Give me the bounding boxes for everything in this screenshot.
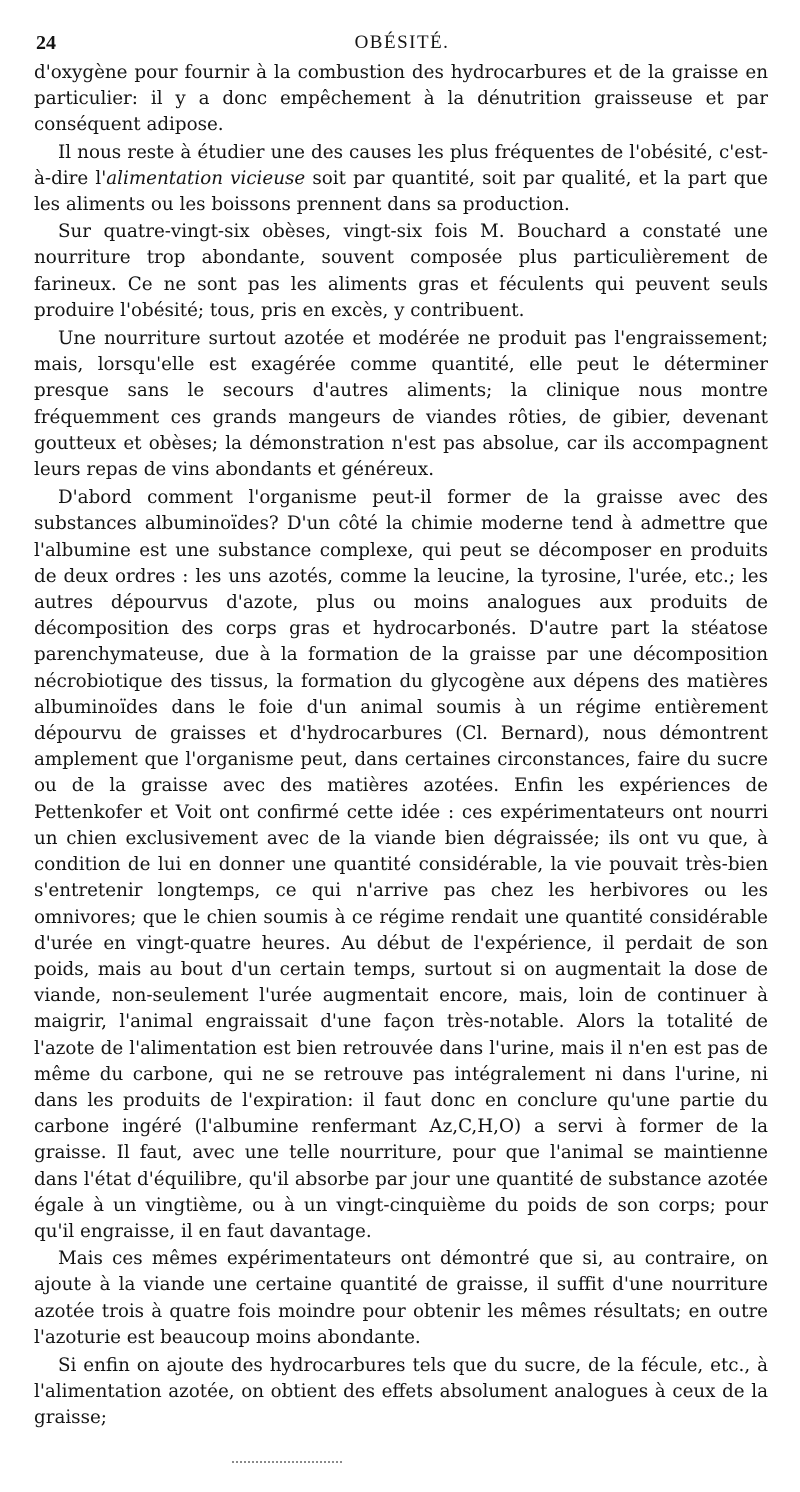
paragraph-text: Sur quatre-vingt-six obèses, vingt-six fois M. Bouchard a constaté une nourriture trop abondante, souvent composée plus particulièrement de farineux. Ce ne sont pas les aliments gras et féculents qui peuvent seuls produire l'obésité; tous, pris en excès, y contribuent.: [34, 221, 768, 321]
paragraph: [34, 326, 768, 483]
paragraph-text: Si enfin on ajoute des hydrocarbures tels que du sucre, de la fécule, etc., à l'alimentation azotée, on obtient des effets absolument analogues à ceux de la graisse;: [34, 1354, 768, 1429]
paragraph: [34, 140, 768, 219]
footer-rule: [232, 1461, 342, 1463]
running-title: OBÉSITÉ.: [354, 32, 450, 53]
paragraph: [34, 485, 768, 1245]
page-header: [36, 32, 768, 58]
paragraph: [34, 1353, 768, 1432]
paragraph-text: soit par quantité, soit par qualité, et la part que les aliments ou les boissons prennent dans sa production.: [34, 167, 768, 216]
paragraph: [34, 219, 768, 324]
body-text: [34, 60, 768, 1432]
paragraph-text: D'abord comment l'organisme peut-il former de la graisse avec des substances albuminoïdes? D'un côté la chimie moderne tend à admettre que l'albumine est une substance complexe, qui peut se décomposer en produits de deux ordres : les uns azotés, comme la leucine, la tyrosine, l'urée, etc.; les autres dépourvus d'azote, plus ou moins analogues aux produits de décomposition des corps gras et hydrocarbonés. D'autre part la stéatose parenchymateuse, due à la formation de la graisse par une décomposition nécrobiotique des tissus, la formation du glycogène aux dépens des matières albuminoïdes dans le foie d'un animal soumis à un régime entièrement dépourvu de graisses et d'hydrocarbures (Cl. Bernard), nous démontrent amplement que l'organisme peut, dans certaines circonstances, faire du sucre ou de la graisse avec des matières azotées. Enfin les expériences de Pettenkofer et Voit ont confirmé cette idée : ces expérimentateurs ont nourri un chien exclusivement avec de la viande bien dégraissée; ils ont vu que, à condition de lui en donner une quantité considérable, la vie pouvait très-bien s'entretenir longtemps, ce qui n'arrive pas chez les herbivores ou les omnivores; que le chien soumis à ce régime rendait une quantité considérable d'urée en vingt-quatre heures. Au début de l'expérience, il perdait de son poids, mais au bout d'un certain temps, surtout si on augmentait la dose de viande, non-seulement l'urée augmentait encore, mais, loin de continuer à maigrir, l'animal engraissait d'une façon très-notable. Alors la totalité de l'azote de l'alimentation est bien retrouvée dans l'urine, mais il n'en est pas de même du carbone, qui ne se retrouve pas intégralement ni dans l'urine, ni dans les produits de l'expiration: il faut donc en conclure qu'une partie du carbone ingéré (l'albumine renfermant Az,C,H,O) a servi à former de la graisse. Il faut, avec une telle nourriture, pour que l'animal se maintienne dans l'état d'équilibre, qu'il absorbe par jour une quantité de substance azotée égale à un vingtième, ou à un vingt-cinquième du poids de son corps; pour qu'il engraisse, il en faut davantage.: [34, 487, 768, 1242]
paragraph: [34, 1246, 768, 1351]
paragraph-text: Une nourriture surtout azotée et modérée ne produit pas l'engraissement; mais, lorsqu'elle est exagérée comme quantité, elle peut le déterminer presque sans le secours d'autres aliments; la clinique nous montre fréquemment ces grands mangeurs de viandes rôties, de gibier, devenant goutteux et obèses; la démonstration n'est pas absolue, car ils accompagnent leurs repas de vins abondants et généreux.: [34, 328, 768, 481]
italic-term: alimentation vicieuse: [106, 167, 306, 189]
paragraph-text: Il nous reste à étudier une des causes les plus fréquentes de l'obésité, c'est-à-dire l': [34, 141, 768, 189]
paragraph: [34, 60, 768, 139]
page-number: 24: [36, 32, 56, 54]
paragraph-text: d'oxygène pour fournir à la combustion des hydrocarbures et de la graisse en particulier: il y a donc empêchement à la dénutrition graisseuse et par conséquent adipose.: [34, 62, 768, 136]
paragraph-text: Mais ces mêmes expérimentateurs ont démontré que si, au contraire, on ajoute à la viande une certaine quantité de graisse, il suffit d'une nourriture azotée trois à quatre fois moindre pour obtenir les mêmes résultats; en outre l'azoturie est beaucoup moins abondante.: [34, 1248, 768, 1348]
